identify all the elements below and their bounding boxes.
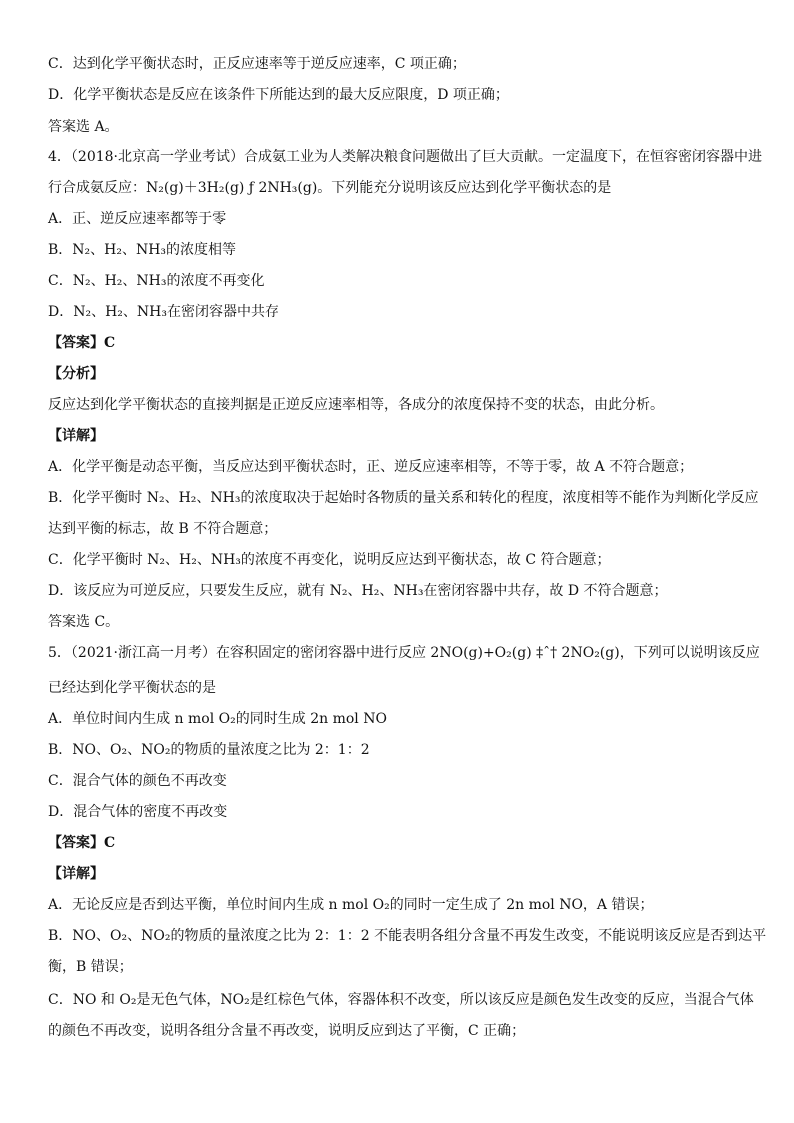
q4-detail-c: C．化学平衡时 N₂、H₂、NH₃的浓度不再变化，说明反应达到平衡状态，故 C 符合题意； bbox=[48, 552, 611, 568]
q5-detail-b-line1: B．NO、O₂、NO₂的物质的量浓度之比为 2：1：2 不能表明各组分含量不再发生改变，不能说明该反应是否到达平 bbox=[48, 928, 767, 944]
q5-option-c: C．混合气体的颜色不再改变 bbox=[48, 773, 227, 789]
q4-stem-line2: 行合成氨反应：N₂(g)＋3H₂(g) ƒ 2NH₃(g)。下列能充分说明该反应达到化学平衡状态的是 bbox=[48, 180, 612, 196]
prev-answer: 答案选 A。 bbox=[48, 119, 119, 135]
q4-detail-a: A．化学平衡是动态平衡，当反应达到平衡状态时，正、逆反应速率相等，不等于零，故 A 不符合题意； bbox=[48, 459, 694, 475]
q4-answer-final: 答案选 C。 bbox=[48, 614, 120, 630]
prev-option-d: D．化学平衡状态是反应在该条件下所能达到的最大反应限度，D 项正确； bbox=[48, 87, 509, 103]
q4-option-b: B．N₂、H₂、NH₃的浓度相等 bbox=[48, 242, 237, 258]
q4-detail-tag: 【详解】 bbox=[48, 428, 104, 444]
q4-detail-b-line1: B．化学平衡时 N₂、H₂、NH₃的浓度取决于起始时各物质的量关系和转化的程度，浓度相等不能作为判断化学反应 bbox=[48, 490, 759, 506]
q5-stem-line1: 5．（2021·浙江高一月考）在容积固定的密闭容器中进行反应 2NO(g)+O₂(g) ‡ˆ† 2NO₂(g)，下列可以说明该反应 bbox=[48, 645, 760, 661]
q4-option-c: C．N₂、H₂、NH₃的浓度不再变化 bbox=[48, 273, 265, 289]
q5-answer-tag: 【答案】C bbox=[48, 835, 116, 851]
q5-detail-c-line2: 的颜色不再改变，说明各组分含量不再改变，说明反应到达了平衡，C 正确； bbox=[48, 1023, 526, 1039]
q4-analysis-tag: 【分析】 bbox=[48, 366, 104, 382]
prev-option-c: C．达到化学平衡状态时，正反应速率等于逆反应速率，C 项正确； bbox=[48, 56, 466, 72]
q5-detail-b-line2: 衡，B 错误； bbox=[48, 959, 133, 975]
q4-option-d: D．N₂、H₂、NH₃在密闭容器中共存 bbox=[48, 304, 279, 320]
q5-detail-tag: 【详解】 bbox=[48, 866, 104, 882]
q5-detail-a: A．无论反应是否到达平衡，单位时间内生成 n mol O₂的同时一定生成了 2n mol NO，A 错误； bbox=[48, 897, 654, 913]
q4-option-a: A．正、逆反应速率都等于零 bbox=[48, 211, 227, 227]
q4-detail-d: D．该反应为可逆反应，只要发生反应，就有 N₂、H₂、NH₃在密闭容器中共存，故 D 不符合题意； bbox=[48, 583, 668, 599]
q4-stem-line1: 4．（2018·北京高一学业考试）合成氨工业为人类解决粮食问题做出了巨大贡献。一定温度下，在恒容密闭容器中进 bbox=[48, 149, 762, 165]
q4-detail-b-line2: 达到平衡的标志，故 B 不符合题意； bbox=[48, 521, 278, 537]
q5-option-b: B．NO、O₂、NO₂的物质的量浓度之比为 2：1：2 bbox=[48, 742, 370, 758]
q5-detail-c-line1: C．NO 和 O₂是无色气体，NO₂是红棕色气体，容器体积不改变，所以该反应是颜色发生改变的反应，当混合气体 bbox=[48, 992, 754, 1008]
q4-analysis-text: 反应达到化学平衡状态的直接判据是正逆反应速率相等，各成分的浓度保持不变的状态，由此分析。 bbox=[48, 397, 664, 413]
q5-option-d: D．混合气体的密度不再改变 bbox=[48, 804, 228, 820]
q5-option-a: A．单位时间内生成 n mol O₂的同时生成 2n mol NO bbox=[48, 711, 387, 727]
q5-stem-line2: 已经达到化学平衡状态的是 bbox=[48, 680, 216, 696]
q4-answer-tag: 【答案】C bbox=[48, 335, 116, 351]
